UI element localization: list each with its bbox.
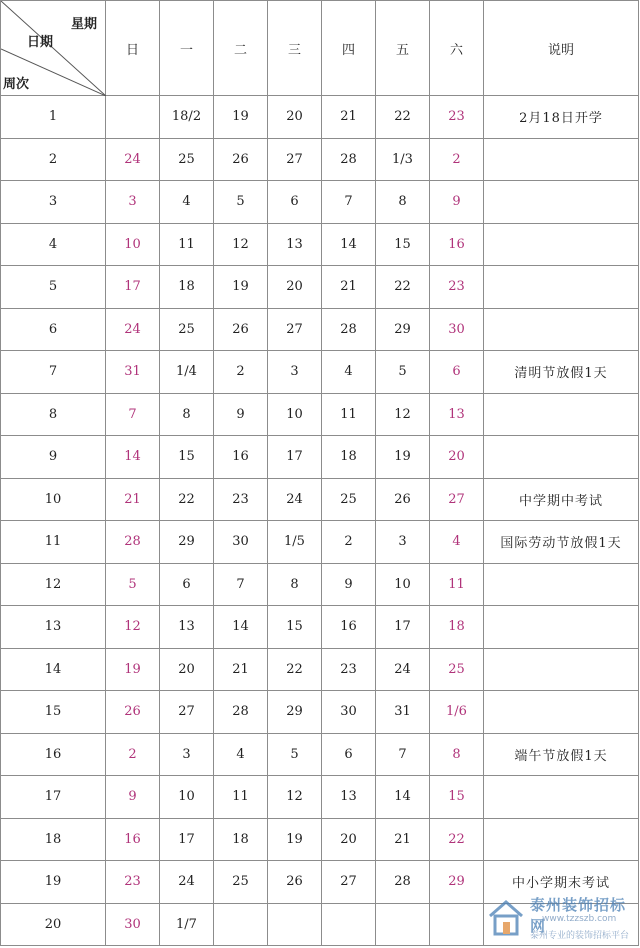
date-cell: 4 bbox=[430, 521, 484, 564]
date-cell: 3 bbox=[376, 521, 430, 564]
table-row bbox=[1, 563, 639, 606]
date-cell: 25 bbox=[160, 308, 214, 351]
watermark-subtitle: 泰州专业的装饰招标平台 bbox=[530, 931, 630, 941]
day-header-wed: 三 bbox=[268, 1, 322, 96]
date-cell: 18 bbox=[160, 266, 214, 309]
date-cell: 26 bbox=[106, 691, 160, 734]
date-cell: 28 bbox=[214, 691, 268, 734]
date-cell: 5 bbox=[376, 351, 430, 394]
watermark-url: www.tzzszb.com bbox=[542, 914, 617, 924]
note-cell: 端午节放假1天 bbox=[484, 733, 639, 776]
week-number-cell: 3 bbox=[1, 181, 106, 224]
note-cell: 清明节放假1天 bbox=[484, 351, 639, 394]
date-cell: 13 bbox=[430, 393, 484, 436]
note-cell: 2月18日开学 bbox=[484, 96, 639, 139]
date-cell: 28 bbox=[376, 861, 430, 904]
week-number-cell: 20 bbox=[1, 903, 106, 946]
table-row bbox=[1, 266, 639, 309]
note-cell bbox=[484, 393, 639, 436]
week-number-cell: 7 bbox=[1, 351, 106, 394]
date-cell: 8 bbox=[160, 393, 214, 436]
date-cell: 29 bbox=[160, 521, 214, 564]
date-cell: 7 bbox=[322, 181, 376, 224]
date-cell: 20 bbox=[268, 266, 322, 309]
date-cell: 11 bbox=[214, 776, 268, 819]
date-cell bbox=[106, 96, 160, 139]
week-number-cell: 16 bbox=[1, 733, 106, 776]
date-cell: 24 bbox=[376, 648, 430, 691]
date-cell: 2 bbox=[430, 138, 484, 181]
date-cell: 24 bbox=[106, 308, 160, 351]
date-cell bbox=[268, 903, 322, 946]
date-cell: 6 bbox=[268, 181, 322, 224]
date-cell: 20 bbox=[322, 818, 376, 861]
day-header-tue: 二 bbox=[214, 1, 268, 96]
date-cell: 21 bbox=[106, 478, 160, 521]
day-header-thu: 四 bbox=[322, 1, 376, 96]
date-cell: 26 bbox=[376, 478, 430, 521]
week-number-cell: 13 bbox=[1, 606, 106, 649]
date-cell: 26 bbox=[268, 861, 322, 904]
watermark-title: 泰州装饰招标网 bbox=[530, 896, 627, 935]
note-cell: 中小学期末考试 bbox=[484, 861, 639, 904]
note-cell bbox=[484, 436, 639, 479]
table-row bbox=[1, 96, 639, 139]
date-cell: 11 bbox=[322, 393, 376, 436]
date-cell: 27 bbox=[160, 691, 214, 734]
date-cell: 3 bbox=[106, 181, 160, 224]
date-cell: 26 bbox=[214, 308, 268, 351]
note-cell bbox=[484, 776, 639, 819]
date-cell: 30 bbox=[106, 903, 160, 946]
week-number-cell: 9 bbox=[1, 436, 106, 479]
date-cell: 15 bbox=[430, 776, 484, 819]
date-cell: 19 bbox=[376, 436, 430, 479]
date-cell: 8 bbox=[430, 733, 484, 776]
date-cell: 5 bbox=[106, 563, 160, 606]
date-cell bbox=[376, 903, 430, 946]
note-cell bbox=[484, 606, 639, 649]
date-corner-label: 日期 bbox=[27, 35, 54, 50]
date-cell: 4 bbox=[160, 181, 214, 224]
note-cell bbox=[484, 223, 639, 266]
note-cell bbox=[484, 266, 639, 309]
week-number-cell: 12 bbox=[1, 563, 106, 606]
table-row bbox=[1, 606, 639, 649]
date-cell: 15 bbox=[268, 606, 322, 649]
header-row bbox=[1, 1, 639, 96]
note-cell bbox=[484, 181, 639, 224]
table-row bbox=[1, 138, 639, 181]
day-header-sat: 六 bbox=[430, 1, 484, 96]
table-row bbox=[1, 351, 639, 394]
date-cell: 2 bbox=[106, 733, 160, 776]
date-cell: 2 bbox=[322, 521, 376, 564]
date-cell: 11 bbox=[430, 563, 484, 606]
date-cell: 8 bbox=[268, 563, 322, 606]
note-cell bbox=[484, 648, 639, 691]
table-row bbox=[1, 733, 639, 776]
date-cell: 2 bbox=[214, 351, 268, 394]
date-cell: 21 bbox=[322, 96, 376, 139]
date-cell: 14 bbox=[322, 223, 376, 266]
date-cell: 6 bbox=[430, 351, 484, 394]
date-cell: 12 bbox=[268, 776, 322, 819]
date-cell: 27 bbox=[430, 478, 484, 521]
note-cell bbox=[484, 563, 639, 606]
note-header: 说明 bbox=[484, 1, 639, 96]
date-cell: 25 bbox=[214, 861, 268, 904]
table-row bbox=[1, 181, 639, 224]
date-cell: 22 bbox=[160, 478, 214, 521]
date-cell: 10 bbox=[160, 776, 214, 819]
note-cell bbox=[484, 691, 639, 734]
date-cell: 13 bbox=[268, 223, 322, 266]
date-cell: 13 bbox=[322, 776, 376, 819]
note-cell bbox=[484, 818, 639, 861]
date-cell: 4 bbox=[214, 733, 268, 776]
date-cell: 12 bbox=[214, 223, 268, 266]
date-cell: 19 bbox=[268, 818, 322, 861]
date-cell: 17 bbox=[268, 436, 322, 479]
date-cell: 16 bbox=[430, 223, 484, 266]
table-row bbox=[1, 393, 639, 436]
date-cell: 4 bbox=[322, 351, 376, 394]
watermark bbox=[484, 892, 634, 944]
date-cell: 18 bbox=[322, 436, 376, 479]
date-cell: 31 bbox=[106, 351, 160, 394]
date-cell: 19 bbox=[214, 266, 268, 309]
date-cell: 31 bbox=[376, 691, 430, 734]
date-cell: 22 bbox=[430, 818, 484, 861]
date-cell: 30 bbox=[214, 521, 268, 564]
date-cell: 27 bbox=[268, 308, 322, 351]
table-row bbox=[1, 818, 639, 861]
date-cell: 9 bbox=[214, 393, 268, 436]
date-cell: 27 bbox=[268, 138, 322, 181]
week-number-cell: 4 bbox=[1, 223, 106, 266]
date-cell: 3 bbox=[160, 733, 214, 776]
date-cell: 23 bbox=[430, 96, 484, 139]
date-cell: 18 bbox=[430, 606, 484, 649]
date-cell: 23 bbox=[322, 648, 376, 691]
table-row bbox=[1, 691, 639, 734]
day-header-sun: 日 bbox=[106, 1, 160, 96]
day-header-mon: 一 bbox=[160, 1, 214, 96]
note-cell bbox=[484, 308, 639, 351]
date-cell: 22 bbox=[376, 96, 430, 139]
date-cell bbox=[214, 903, 268, 946]
house-logo-icon bbox=[486, 896, 526, 940]
date-cell: 17 bbox=[376, 606, 430, 649]
note-cell: 中学期中考试 bbox=[484, 478, 639, 521]
date-cell: 16 bbox=[106, 818, 160, 861]
date-cell: 7 bbox=[376, 733, 430, 776]
date-cell: 20 bbox=[430, 436, 484, 479]
date-cell: 9 bbox=[430, 181, 484, 224]
table-row bbox=[1, 436, 639, 479]
date-cell: 29 bbox=[376, 308, 430, 351]
date-cell: 27 bbox=[322, 861, 376, 904]
date-cell: 23 bbox=[106, 861, 160, 904]
date-cell: 12 bbox=[376, 393, 430, 436]
day-header-fri: 五 bbox=[376, 1, 430, 96]
date-cell: 16 bbox=[214, 436, 268, 479]
date-cell: 24 bbox=[106, 138, 160, 181]
note-cell: 国际劳动节放假1天 bbox=[484, 521, 639, 564]
date-cell: 3 bbox=[268, 351, 322, 394]
table-row bbox=[1, 308, 639, 351]
date-cell: 8 bbox=[376, 181, 430, 224]
corner-header-cell bbox=[1, 1, 106, 96]
date-cell: 19 bbox=[106, 648, 160, 691]
table-row bbox=[1, 776, 639, 819]
date-cell: 10 bbox=[106, 223, 160, 266]
date-cell: 19 bbox=[214, 96, 268, 139]
date-cell: 10 bbox=[376, 563, 430, 606]
table-row bbox=[1, 521, 639, 564]
week-number-cell: 10 bbox=[1, 478, 106, 521]
week-number-cell: 1 bbox=[1, 96, 106, 139]
date-cell: 11 bbox=[160, 223, 214, 266]
week-number-cell: 5 bbox=[1, 266, 106, 309]
date-cell: 24 bbox=[160, 861, 214, 904]
date-cell: 14 bbox=[106, 436, 160, 479]
date-cell: 16 bbox=[322, 606, 376, 649]
date-cell: 12 bbox=[106, 606, 160, 649]
date-cell: 21 bbox=[322, 266, 376, 309]
week-number-cell: 19 bbox=[1, 861, 106, 904]
date-cell: 5 bbox=[214, 181, 268, 224]
date-cell: 22 bbox=[268, 648, 322, 691]
date-cell: 26 bbox=[214, 138, 268, 181]
date-cell: 9 bbox=[322, 563, 376, 606]
date-cell: 28 bbox=[322, 138, 376, 181]
date-cell: 22 bbox=[376, 266, 430, 309]
week-number-cell: 11 bbox=[1, 521, 106, 564]
date-cell: 29 bbox=[430, 861, 484, 904]
date-cell: 6 bbox=[160, 563, 214, 606]
date-cell: 28 bbox=[322, 308, 376, 351]
date-cell: 1/7 bbox=[160, 903, 214, 946]
date-cell: 30 bbox=[322, 691, 376, 734]
date-cell: 15 bbox=[376, 223, 430, 266]
date-cell: 29 bbox=[268, 691, 322, 734]
date-cell: 28 bbox=[106, 521, 160, 564]
date-cell: 21 bbox=[214, 648, 268, 691]
date-cell: 30 bbox=[430, 308, 484, 351]
date-cell: 25 bbox=[160, 138, 214, 181]
date-cell: 7 bbox=[106, 393, 160, 436]
week-number-cell: 14 bbox=[1, 648, 106, 691]
date-cell: 14 bbox=[214, 606, 268, 649]
date-cell: 24 bbox=[268, 478, 322, 521]
date-cell bbox=[430, 903, 484, 946]
date-cell bbox=[322, 903, 376, 946]
calendar-body bbox=[1, 96, 639, 946]
date-cell: 23 bbox=[430, 266, 484, 309]
date-cell: 25 bbox=[322, 478, 376, 521]
table-row bbox=[1, 648, 639, 691]
date-cell: 5 bbox=[268, 733, 322, 776]
week-number-cell: 8 bbox=[1, 393, 106, 436]
date-cell: 23 bbox=[214, 478, 268, 521]
date-cell: 15 bbox=[160, 436, 214, 479]
date-cell: 6 bbox=[322, 733, 376, 776]
week-number-cell: 18 bbox=[1, 818, 106, 861]
table-row bbox=[1, 478, 639, 521]
week-number-cell: 17 bbox=[1, 776, 106, 819]
date-cell: 10 bbox=[268, 393, 322, 436]
date-cell: 18 bbox=[214, 818, 268, 861]
date-cell: 1/3 bbox=[376, 138, 430, 181]
date-cell: 7 bbox=[214, 563, 268, 606]
date-cell: 14 bbox=[376, 776, 430, 819]
date-cell: 21 bbox=[376, 818, 430, 861]
week-number-cell: 2 bbox=[1, 138, 106, 181]
table-row bbox=[1, 223, 639, 266]
note-cell bbox=[484, 138, 639, 181]
date-cell: 17 bbox=[106, 266, 160, 309]
weekday-corner-label: 星期 bbox=[70, 17, 97, 32]
date-cell: 1/6 bbox=[430, 691, 484, 734]
date-cell: 25 bbox=[430, 648, 484, 691]
date-cell: 20 bbox=[160, 648, 214, 691]
date-cell: 13 bbox=[160, 606, 214, 649]
date-cell: 1/5 bbox=[268, 521, 322, 564]
date-cell: 18/2 bbox=[160, 96, 214, 139]
week-number-cell: 6 bbox=[1, 308, 106, 351]
week-number-cell: 15 bbox=[1, 691, 106, 734]
date-cell: 20 bbox=[268, 96, 322, 139]
date-cell: 1/4 bbox=[160, 351, 214, 394]
week-number-corner-label: 周次 bbox=[3, 77, 30, 92]
date-cell: 9 bbox=[106, 776, 160, 819]
date-cell: 17 bbox=[160, 818, 214, 861]
